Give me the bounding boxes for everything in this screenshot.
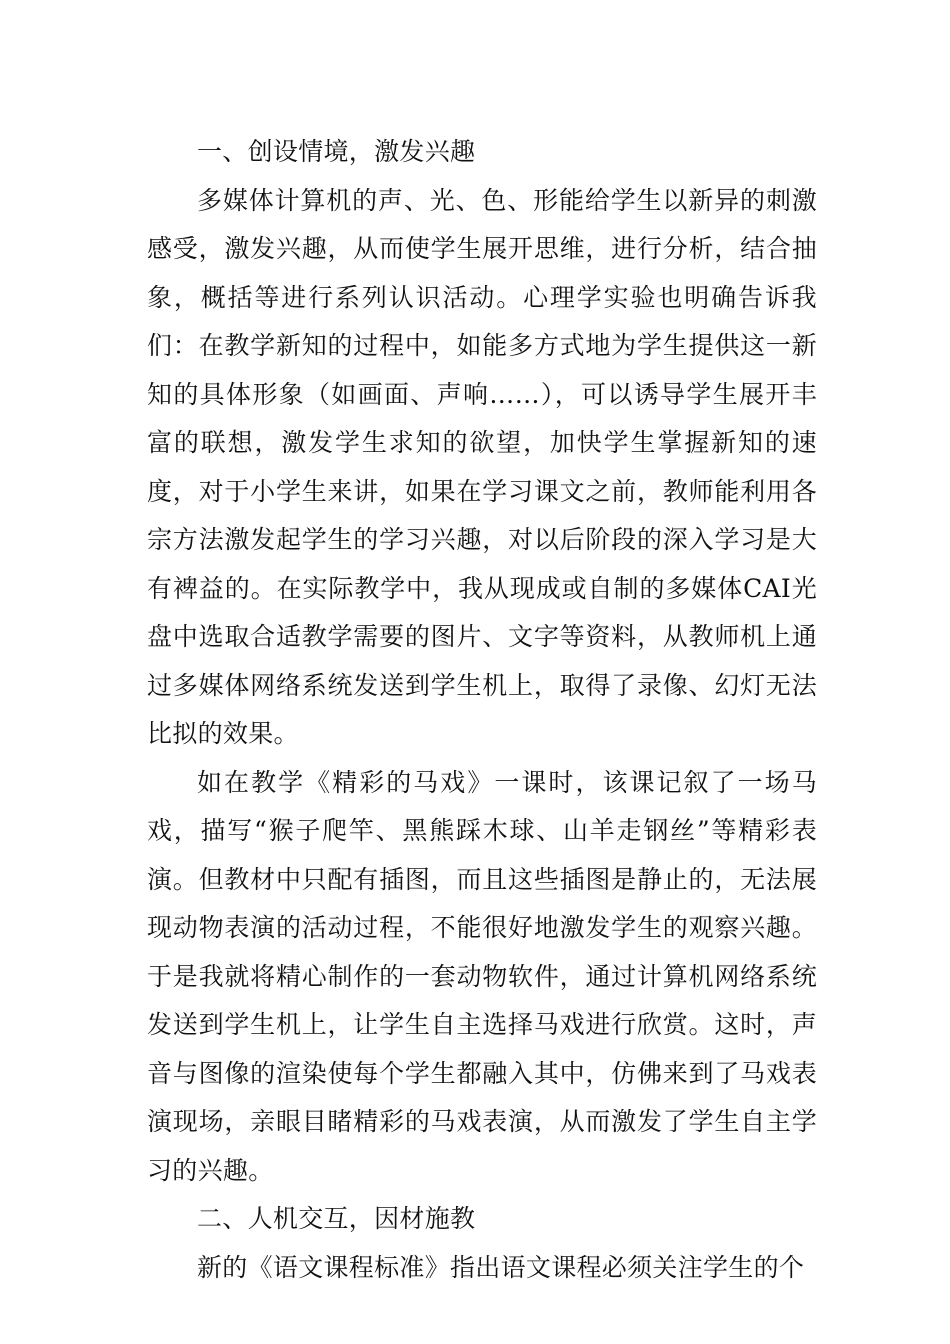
section-heading-2: 二、人机交互，因材施教 (197, 1204, 476, 1233)
section-heading-1: 一、创设情境，激发兴趣 (197, 137, 476, 166)
paragraph-3: 新的《语文课程标准》指出语文课程必须关注学生的个 (197, 1252, 805, 1282)
paragraph-2: 如在教学《精彩的马戏》一课时，该课记叙了一场马戏，描写“猴子爬竿、黑熊踩木球、山羊走钢丝”等精彩表演。但教材中只配有插图，而且这些插图是静止的，无法展现动物表演的活动过程，不能很好地激发学生的观察兴趣。于是我就将精心制作的一套动物软件，通过计算机网络系统发送到学生机上，让学生自主选择马戏进行欣赏。这时，声音与图像的渲染使每个学生都融入其中，仿佛来到了马戏表演现场，亲眼目睹精彩的马戏表演，从而激发了学生自主学习的兴趣。 (147, 767, 817, 1185)
document-body (147, 128, 817, 1292)
paragraph-1: 多媒体计算机的声、光、色、形能给学生以新异的刺激感受，激发兴趣，从而使学生展开思维，进行分析，结合抽象，概括等进行系列认识活动。心理学实验也明确告诉我们：在教学新知的过程中，如能多方式地为学生提供这一新知的具体形象（如画面、声响……），可以诱导学生展开丰富的联想，激发学生求知的欲望，加快学生掌握新知的速度，对于小学生来讲，如果在学习课文之前，教师能利用各宗方法激发起学生的学习兴趣，对以后阶段的深入学习是大有裨益的。在实际教学中，我从现成或自制的多媒体CAI光盘中选取合适教学需要的图片、文字等资料，从教师机上通过多媒体网络系统发送到学生机上，取得了录像、幻灯无法比拟的效果。 (147, 185, 817, 748)
